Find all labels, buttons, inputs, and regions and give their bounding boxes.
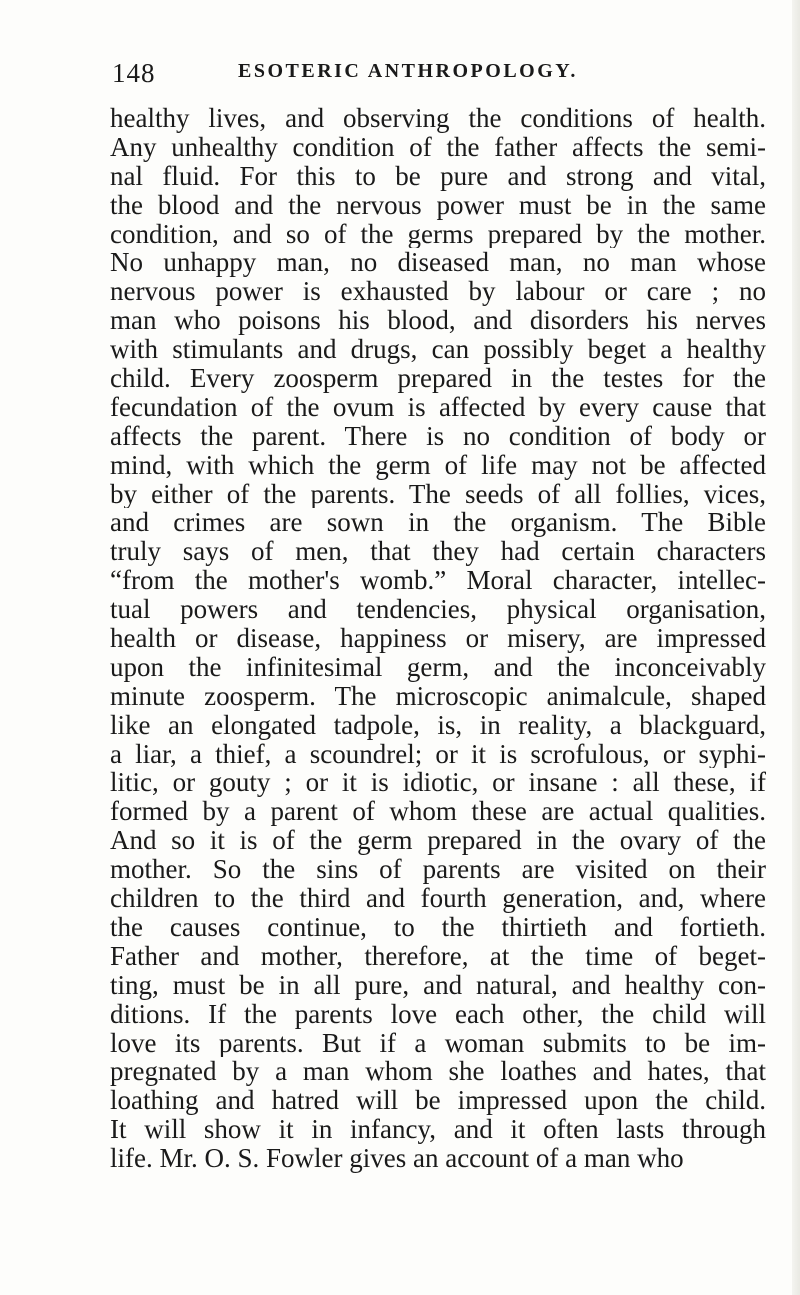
text-line: love its parents. But if a woman submits to be im-: [110, 1028, 766, 1058]
page-header: [112, 52, 752, 92]
text-line: “from the mother's womb.” Moral character, intellec-: [110, 566, 766, 596]
page-number: 148: [112, 58, 156, 88]
text-line: affects the parent. There is no condition of body or: [110, 421, 766, 451]
running-head: ESOTERIC ANTHROPOLOGY.: [238, 60, 578, 82]
text-line: tual powers and tendencies, physical organisation,: [110, 595, 766, 625]
text-line: It will show it in infancy, and it often lasts through: [110, 1115, 766, 1145]
text-line: children to the third and fourth generation, and, where: [110, 884, 766, 913]
text-line: truly says of men, that they had certain characters: [110, 537, 766, 567]
text-line: the blood and the nervous power must be in the same: [110, 190, 766, 220]
text-line: nal fluid. For this to be pure and strong and vital,: [110, 161, 766, 191]
text-line: like an elongated tadpole, is, in reality, a blackguard,: [110, 710, 766, 740]
text-line: a liar, a thief, a scoundrel; or it is scrofulous, or syphi-: [110, 739, 766, 769]
text-line: loathing and hatred will be impressed upon the child.: [110, 1086, 766, 1116]
text-line: condition, and so of the germs prepared by the mother.: [110, 219, 766, 249]
text-line: ditions. If the parents love each other, the child will: [110, 999, 766, 1029]
text-line: and crimes are sown in the organism. The Bible: [110, 508, 766, 538]
text-line: healthy lives, and observing the conditions of health.: [110, 104, 766, 133]
text-line: upon the infinitesimal germ, and the inconceivably: [110, 652, 766, 682]
body-text: [110, 104, 766, 1173]
page-edge: [792, 0, 800, 1295]
text-line: litic, or gouty ; or it is idiotic, or insane : all these, if: [110, 768, 766, 798]
text-line: ting, must be in all pure, and natural, and healthy con-: [110, 970, 766, 1000]
text-line: And so it is of the germ prepared in the ovary of the: [110, 826, 766, 856]
text-line: with stimulants and drugs, can possibly beget a healthy: [110, 335, 766, 365]
text-line: by either of the parents. The seeds of all follies, vices,: [110, 479, 766, 509]
text-line: Any unhealthy condition of the father affects the semi-: [110, 132, 766, 162]
text-line: Father and mother, therefore, at the time of beget-: [110, 941, 766, 971]
text-line: formed by a parent of whom these are actual qualities.: [110, 797, 766, 827]
text-line: fecundation of the ovum is affected by every cause that: [110, 392, 766, 422]
text-line: health or disease, happiness or misery, are impressed: [110, 624, 766, 653]
text-line: pregnated by a man whom she loathes and hates, that: [110, 1057, 766, 1087]
text-line: mother. So the sins of parents are visited on their: [110, 855, 766, 885]
text-line: life. Mr. O. S. Fowler gives an account of a man who: [110, 1144, 684, 1173]
text-line: child. Every zoosperm prepared in the testes for the: [110, 364, 766, 393]
text-line: minute zoosperm. The microscopic animalcule, shaped: [110, 681, 766, 711]
text-line: the causes continue, to the thirtieth and fortieth.: [110, 912, 766, 942]
text-line: nervous power is exhausted by labour or care ; no: [110, 277, 766, 307]
text-line: man who poisons his blood, and disorders his nerves: [110, 306, 766, 336]
text-line: No unhappy man, no diseased man, no man whose: [110, 248, 766, 278]
text-line: mind, with which the germ of life may not be affected: [110, 450, 766, 480]
